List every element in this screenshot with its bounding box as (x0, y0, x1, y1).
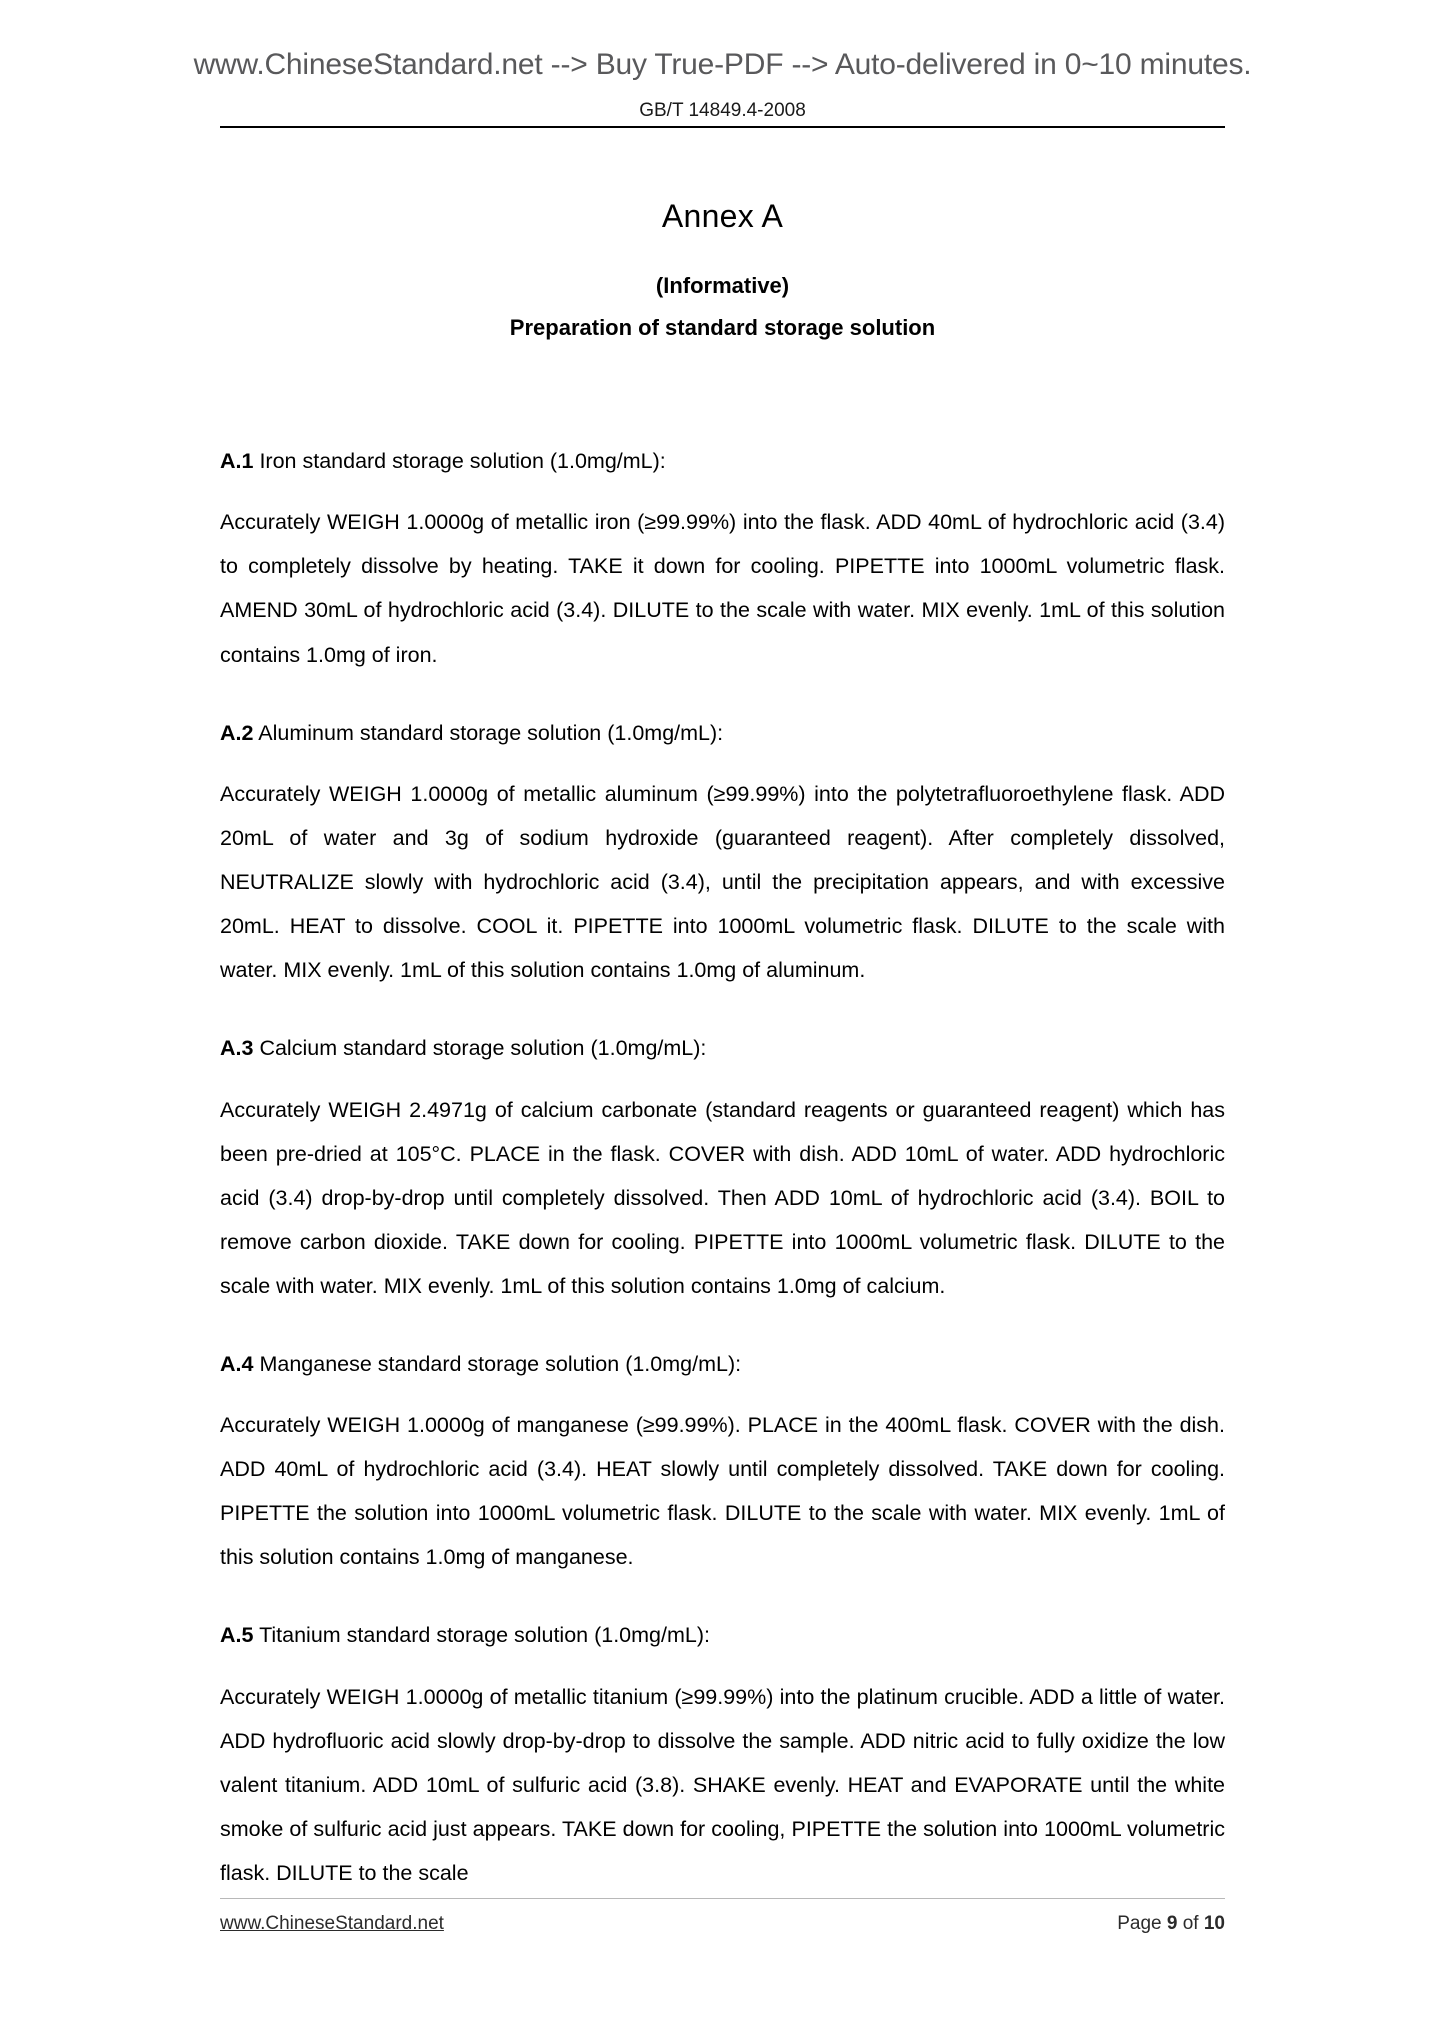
section-a2-body: Accurately WEIGH 1.0000g of metallic aluminum (≥99.99%) into the polytetrafluoroethylene flask. ADD 20mL of water and 3g of sodium hydroxide (guaranteed reagent). After completely dissolved, NEUTRALIZE slowly with hydrochloric acid (3.4), until the precipitation appears, and with excessive 20mL. HEAT to dissolve. COOL it. PIPETTE into 1000mL volumetric flask. DILUTE to the scale with water. MIX evenly. 1mL of this solution contains 1.0mg of aluminum. (220, 781, 1225, 983)
section-a5-number: A.5 (220, 1623, 254, 1648)
section-a2-number: A.2 (220, 720, 254, 745)
section-a4-label: Manganese standard storage solution (1.0mg/mL): (259, 1351, 742, 1376)
standard-number: GB/T 14849.4-2008 (639, 100, 806, 121)
section-a1-heading (220, 445, 1225, 478)
page-total-number: 10 (1203, 1913, 1225, 1934)
section-a3-body: Accurately WEIGH 2.4971g of calcium carbonate (standard reagents or guaranteed reagent) which has been pre-dried at 105°C. PLACE in the flask. COVER with dish. ADD 10mL of water. ADD hydrochloric acid (3.4) drop-by-drop until completely dissolved. Then ADD 10mL of hydrochloric acid (3.4). BOIL to remove carbon dioxide. TAKE down for cooling. PIPETTE into 1000mL volumetric flask. DILUTE to the scale with water. MIX evenly. 1mL of this solution contains 1.0mg of calcium. (220, 1097, 1225, 1298)
section-a3-heading (220, 1032, 1225, 1065)
annex-subject-title: Preparation of standard storage solution (509, 315, 936, 340)
page-current-number: 9 (1166, 1913, 1178, 1934)
section-a5 (220, 1619, 1225, 1895)
section-a4-body: Accurately WEIGH 1.0000g of manganese (≥99.99%). PLACE in the 400mL flask. COVER with the dish. ADD 40mL of hydrochloric acid (3.4). HEAT slowly until completely dissolved. TAKE down for cooling. PIPETTE the solution into 1000mL volumetric flask. DILUTE to the scale with water. MIX evenly. 1mL of this solution contains 1.0mg of manganese. (220, 1413, 1225, 1570)
section-a3-number: A.3 (220, 1036, 254, 1061)
section-a2-label: Aluminum standard storage solution (1.0mg/mL): (258, 720, 724, 745)
page-label-middle: of (1177, 1913, 1204, 1934)
section-a3 (220, 1032, 1225, 1308)
section-a1-body: Accurately WEIGH 1.0000g of metallic iron (≥99.99%) into the flask. ADD 40mL of hydrochloric acid (3.4) to completely dissolve by heating. TAKE it down for cooling. PIPETTE into 1000mL volumetric flask. AMEND 30mL of hydrochloric acid (3.4). DILUTE to the scale with water. MIX evenly. 1mL of this solution contains 1.0mg of iron. (220, 510, 1225, 667)
header-divider (220, 126, 1225, 128)
section-a4-number: A.4 (220, 1351, 254, 1376)
section-a5-body: Accurately WEIGH 1.0000g of metallic titanium (≥99.99%) into the platinum crucible. ADD a little of water. ADD hydrofluoric acid slowly drop-by-drop to dissolve the sample. ADD nitric acid to fully oxidize the low valent titanium. ADD 10mL of sulfuric acid (3.8). SHAKE evenly. HEAT and EVAPORATE until the white smoke of sulfuric acid just appears. TAKE down for cooling, PIPETTE the solution into 1000mL volumetric flask. DILUTE to the scale (220, 1684, 1225, 1885)
section-a1 (220, 445, 1225, 677)
section-a5-heading (220, 1619, 1225, 1652)
document-body (220, 150, 1225, 1895)
section-a4-heading (220, 1348, 1225, 1381)
footer-website-link[interactable]: www.ChineseStandard.net (220, 1913, 444, 1934)
page-footer (220, 1913, 1225, 1935)
page-number-indicator (1117, 1913, 1225, 1935)
promo-watermark-header: www.ChineseStandard.net --> Buy True-PDF --> Auto-delivered in 0~10 minutes. (193, 48, 1252, 81)
section-a2 (220, 717, 1225, 993)
section-a2-heading (220, 717, 1225, 750)
section-a3-label: Calcium standard storage solution (1.0mg/mL): (259, 1036, 707, 1061)
section-a4 (220, 1348, 1225, 1580)
section-a1-label: Iron standard storage solution (1.0mg/mL): (259, 449, 666, 473)
page-label-prefix: Page (1117, 1913, 1167, 1934)
annex-title: Annex A (661, 198, 784, 234)
section-a1-number: A.1 (220, 449, 254, 473)
footer-divider (220, 1898, 1225, 1899)
section-a5-label: Titanium standard storage solution (1.0mg/mL): (259, 1623, 710, 1648)
annex-informative-label: (Informative) (655, 273, 790, 298)
